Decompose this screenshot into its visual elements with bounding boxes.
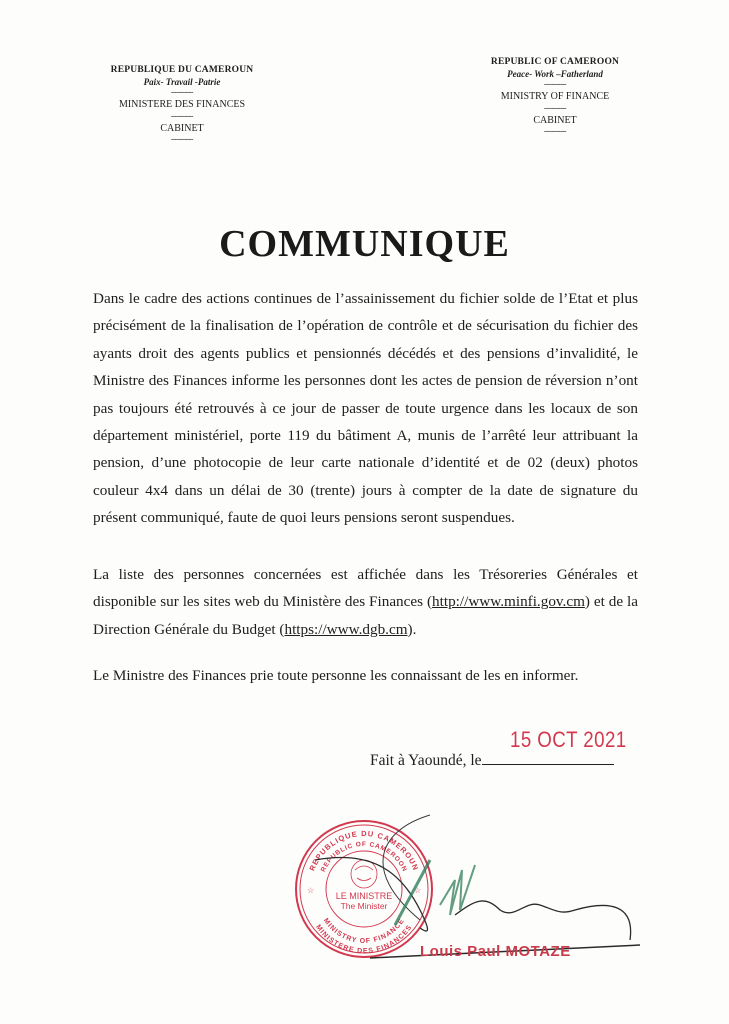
svg-text:LE MINISTRE: LE MINISTRE — [335, 891, 393, 901]
separator: ------------ — [171, 111, 193, 120]
header-left-french — [92, 65, 272, 143]
svg-text:☆: ☆ — [414, 886, 422, 895]
separator: ------------ — [544, 103, 566, 112]
svg-text:MINISTERE DES FINANCES: MINISTERE DES FINANCES — [314, 923, 414, 956]
country-name-fr: REPUBLIQUE DU CAMEROUN — [110, 65, 254, 75]
signer-name: Louis Paul MOTAZE — [420, 943, 571, 960]
separator: ------------ — [171, 135, 193, 144]
paragraph-2-text: ). — [407, 620, 417, 638]
ministry-name-en: MINISTRY OF FINANCE — [500, 91, 610, 103]
department-en: CABINET — [533, 114, 577, 126]
svg-text:The Minister: The Minister — [340, 901, 388, 911]
svg-text:☆: ☆ — [307, 886, 315, 895]
separator: ------------ — [544, 127, 566, 136]
document-title: COMMUNIQUE — [219, 223, 510, 265]
motto-en: Peace- Work –Fatherland — [507, 68, 603, 79]
svg-text:REPUBLIQUE DU CAMEROUN: REPUBLIQUE DU CAMEROUN — [307, 828, 421, 873]
svg-text:MINISTRY OF FINANCE: MINISTRY OF FINANCE — [321, 917, 407, 946]
place-label: Fait à Yaoundé, le — [370, 752, 482, 769]
minfi-website-link[interactable]: http://www.minfi.gov.cm — [432, 593, 585, 611]
separator: ------------ — [544, 80, 566, 89]
motto-fr: Paix- Travail -Patrie — [143, 76, 221, 87]
body-paragraph-3: Le Ministre des Finances prie toute personne les connaissant de les en informer. — [93, 667, 579, 684]
paragraph-2-text: ) et de la Direction Générale du Budget ( — [93, 593, 638, 638]
svg-text:REPUBLIC OF CAMEROON: REPUBLIC OF CAMEROON — [319, 840, 409, 874]
body-paragraph-1: Dans le cadre des actions continues de l’assainissement du fichier solde de l’Etat et plus précisément de la finalisation de l’opération de contrôle et de sécurisation du fichier des ayants droit des agents publics et pensionnés décédés et des pensions d’invalidité, le Ministre des Finances informe les personnes dont les actes de pension de réversion n’ont pas toujours été retrouvés à ce jour de passer de toute urgence dans les locaux de son département ministériel, porte 119 du bâtiment A, munis de l’arrêté leur attribuant la pension, d’une photocopie de leur carte nationale d’identité et de 02 (deux) photos couleur 4x4 dans un délai de 30 (trente) jours à compter de la date de signature du présent communiqué, faute de quoi leurs pensions seront suspendues. — [93, 290, 638, 527]
separator: ------------ — [171, 88, 193, 97]
paragraph-2-text: La liste des personnes concernées est affichée dans les Trésoreries Générales et disponible sur les sites web du Ministère des Finances ( — [93, 566, 638, 611]
dgb-website-link[interactable]: https://www.dgb.cm — [284, 620, 408, 638]
header-right-english — [460, 57, 650, 135]
ministry-name-fr: MINISTERE DES FINANCES — [118, 99, 246, 111]
department-fr: CABINET — [160, 122, 204, 134]
date-stamp: 15 OCT 2021 — [510, 727, 627, 752]
country-name-en: REPUBLIC OF CAMEROON — [490, 57, 620, 67]
body-paragraph-2 — [93, 561, 638, 643]
